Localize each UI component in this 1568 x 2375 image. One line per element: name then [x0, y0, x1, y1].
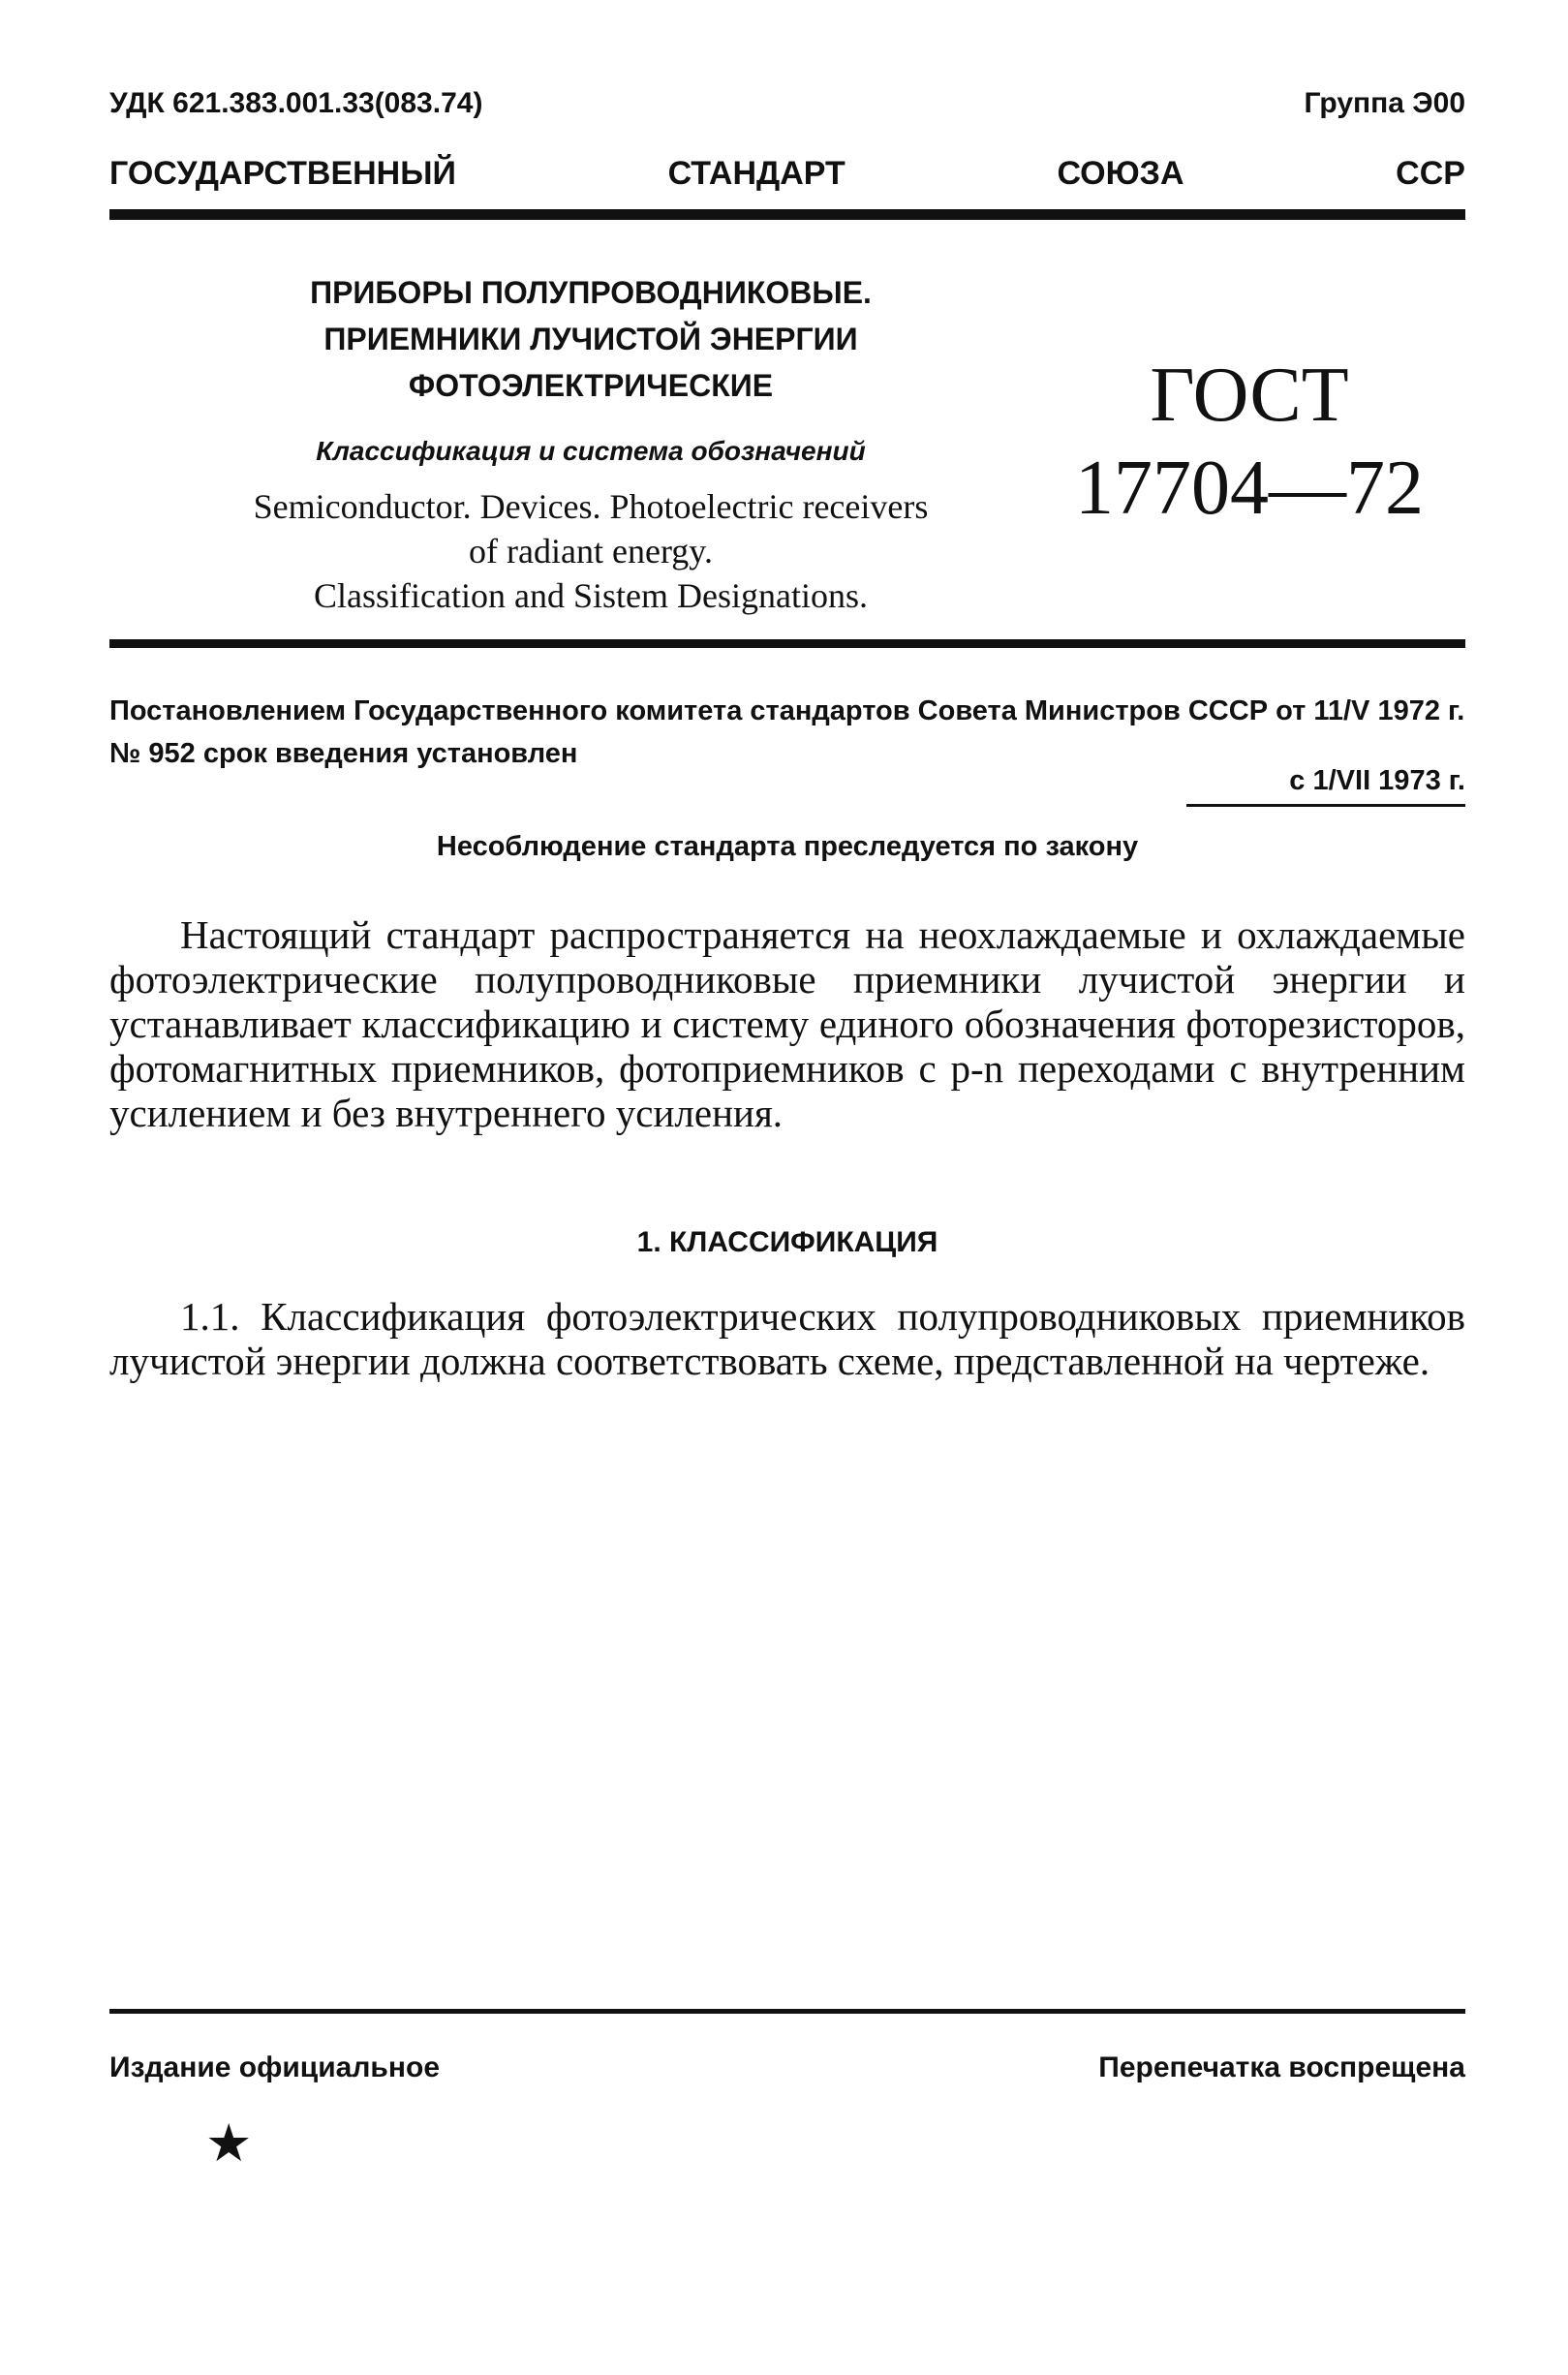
clause-1-1: 1.1. Классификация фотоэлектрических полупроводниковых приемников лучистой энергии должна соответствовать схеме, представленной на чертеже. [109, 1294, 1465, 1383]
title-divider [109, 639, 1465, 648]
title-line: ПРИБОРЫ ПОЛУПРОВОДНИКОВЫЕ. [310, 275, 872, 310]
gost-designation [1046, 349, 1453, 535]
official-edition-label: Издание официальное [109, 2051, 441, 2083]
date-underline [1186, 804, 1465, 807]
english-title-line: of radiant energy. [469, 532, 713, 571]
udk-code: УДК 621.383.001.33(083.74) [109, 87, 483, 119]
title-line: ПРИЕМНИКИ ЛУЧИСТОЙ ЭНЕРГИИ [323, 322, 858, 356]
header-divider [109, 209, 1465, 220]
reprint-prohibited-label: Перепечатка воспрещена [1098, 2051, 1465, 2083]
intro-paragraph: Настоящий стандарт распространяется на неохлаждаемые и охлаждаемые фотоэлектрические полупроводниковые приемники лучистой энергии и устанавливает классификацию и систему единого обозначения фоторезисторов, фотомагнитных приемников, фотоприемников с p-n переходами с внутренним усилением и без внутреннего усиления. [109, 912, 1465, 1135]
banner-word: ГОСУДАРСТВЕННЫЙ [109, 155, 456, 192]
title-block [194, 269, 988, 618]
decree-text: Постановлением Государственного комитета стандартов Совета Министров СССР от 11/V 1972 г. № 952 срок введения установлен [109, 695, 1465, 769]
banner-word: СОЮЗА [1057, 155, 1184, 192]
footer-divider [109, 2009, 1465, 2014]
english-title [194, 484, 988, 618]
state-standard-banner [109, 155, 1465, 193]
star-icon: ★ [205, 2114, 253, 2173]
banner-word: ССР [1396, 155, 1465, 192]
english-title-line: Classification and Sistem Designations. [314, 576, 868, 615]
gost-label: ГОСТ [1150, 353, 1349, 438]
title-line: ФОТОЭЛЕКТРИЧЕСКИЕ [408, 368, 774, 403]
effective-date: с 1/VII 1973 г. [1289, 765, 1465, 796]
english-title-line: Semiconductor. Devices. Photoelectric receivers [253, 487, 929, 526]
group-code: Группа Э00 [1304, 87, 1465, 119]
legal-notice: Несоблюдение стандарта преследуется по закону [436, 831, 1139, 862]
subtitle: Классификация и система обозначений [316, 436, 866, 466]
section-heading: 1. КЛАССИФИКАЦИЯ [636, 1226, 938, 1258]
gost-number: 17704—72 [1075, 446, 1424, 531]
banner-word: СТАНДАРТ [667, 155, 845, 192]
